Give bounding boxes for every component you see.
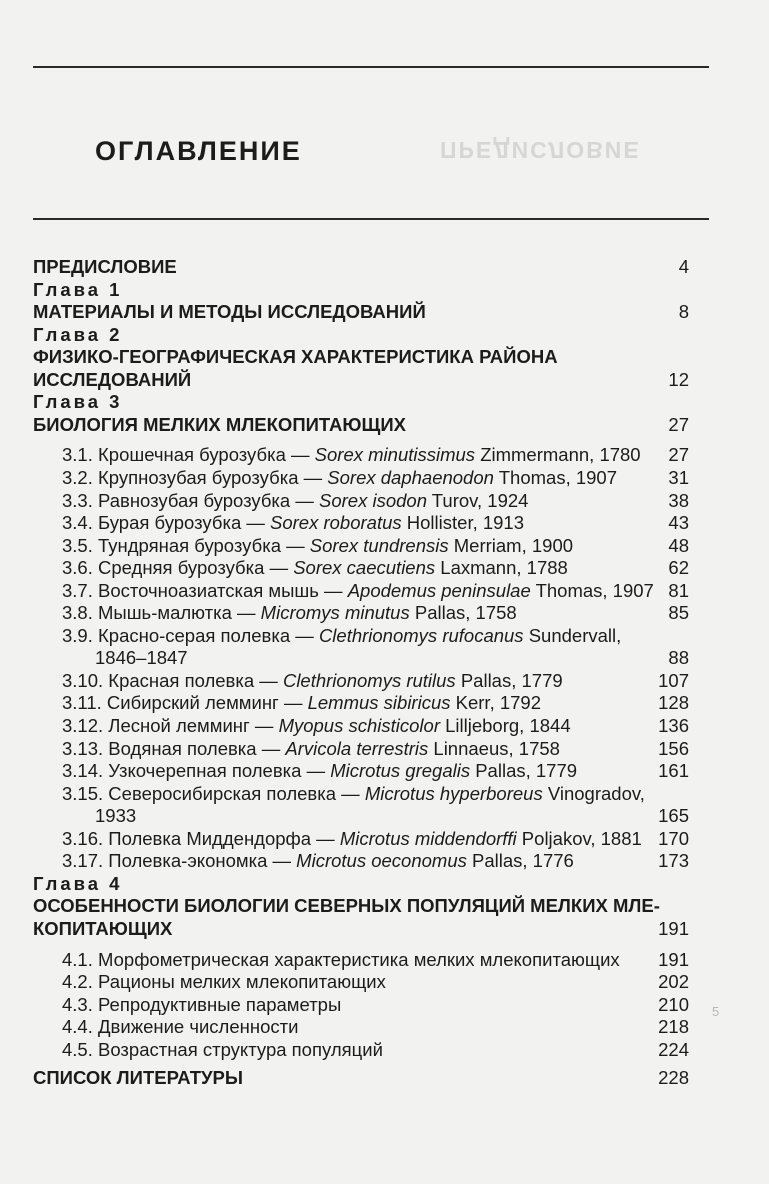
common-name: Репродуктивные параметры: [98, 993, 342, 1015]
subsection-title: [62, 557, 568, 579]
subsection-title: [62, 602, 517, 624]
subsection-number: 3.10.: [62, 669, 109, 691]
common-name: Движение численности: [98, 1016, 299, 1038]
page-number: 156: [658, 737, 689, 759]
species-author: Poljakov, 1881: [516, 827, 642, 849]
page-number: 43: [668, 512, 689, 534]
subsection-title: [62, 760, 577, 782]
toc-entry[interactable]: [0, 444, 769, 467]
common-name: Мышь-малютка —: [98, 602, 261, 624]
section-title: ОСОБЕННОСТИ БИОЛОГИИ СЕВЕРНЫХ ПОПУЛЯЦИЙ МЕЛКИХ МЛЕ-: [33, 895, 660, 917]
toc-entry[interactable]: [0, 828, 769, 851]
toc-entry[interactable]: [0, 580, 769, 603]
common-name: Возрастная структура популяций: [98, 1038, 383, 1060]
page-number: 210: [658, 993, 689, 1015]
species-name: Sorex roboratus: [270, 512, 402, 534]
chapter-label: Глава 3: [33, 391, 123, 413]
toc-entry[interactable]: [0, 625, 769, 648]
species-name: Micromys minutus: [260, 602, 410, 624]
common-name: Водяная полевка —: [108, 737, 286, 759]
toc-entry[interactable]: [0, 895, 769, 918]
page-number: 170: [658, 827, 689, 849]
subsection-number: 3.15.: [62, 782, 109, 804]
toc-entry[interactable]: [0, 301, 769, 324]
species-author: Laxmann, 1788: [435, 557, 568, 579]
subsection-number: 3.13.: [62, 737, 109, 759]
toc-entry[interactable]: [0, 1039, 769, 1062]
toc-entry[interactable]: [0, 949, 769, 972]
common-name: Красно-серая полевка —: [98, 624, 319, 646]
subsection-number: 4.1.: [62, 948, 98, 970]
page-number: 191: [658, 948, 689, 970]
page-number: 27: [668, 413, 689, 435]
page-number: 224: [658, 1038, 689, 1060]
toc-entry[interactable]: [0, 512, 769, 535]
species-name: Sorex minutissimus: [314, 444, 476, 466]
chapter-label: Глава 1: [33, 278, 123, 300]
page-number: 85: [668, 602, 689, 624]
subsection-number: 3.5.: [62, 534, 98, 556]
toc-entry[interactable]: [0, 918, 769, 941]
subsection-title: [62, 971, 386, 993]
species-author: Pallas, 1758: [409, 602, 517, 624]
page-number: 81: [668, 579, 689, 601]
page-number: 218: [658, 1016, 689, 1038]
toc-entry[interactable]: [0, 805, 769, 828]
page-number: 62: [668, 557, 689, 579]
toc-entry[interactable]: [0, 369, 769, 392]
species-author: Kerr, 1792: [450, 692, 542, 714]
subsection-title: [62, 490, 528, 512]
toc-entry[interactable]: [0, 715, 769, 738]
species-name: Lemmus sibiricus: [307, 692, 451, 714]
common-name: Полевка-экономка —: [108, 850, 297, 872]
species-author: Sundervall,: [523, 624, 622, 646]
subsection-title: [62, 738, 560, 760]
page-number: 38: [668, 489, 689, 511]
subsection-number: 3.3.: [62, 489, 98, 511]
section-title: БИОЛОГИЯ МЕЛКИХ МЛЕКОПИТАЮЩИХ: [33, 413, 406, 435]
page-number: 228: [658, 1067, 689, 1089]
toc-entry[interactable]: [0, 1016, 769, 1039]
toc-entry[interactable]: [0, 467, 769, 490]
page-number: 31: [668, 466, 689, 488]
common-name: Равнозубая бурозубка —: [98, 489, 319, 511]
page-number: 202: [658, 971, 689, 993]
common-name: Бурая бурозубка —: [98, 512, 271, 534]
subsection-number: 3.12.: [62, 715, 109, 736]
species-name: Microtus middendorffi: [339, 827, 517, 849]
subsection-number: 3.1.: [62, 444, 98, 466]
common-name: Лесной лемминг —: [108, 715, 279, 736]
toc-entry[interactable]: [0, 670, 769, 693]
subsection-title: [62, 670, 563, 692]
chapter-label: Глава 4: [33, 872, 123, 894]
species-author: Merriam, 1900: [448, 534, 574, 556]
page-number: 4: [678, 256, 689, 277]
subsection-title: [62, 715, 571, 737]
common-name: Крошечная бурозубка —: [98, 444, 315, 466]
species-name: Sorex isodon: [319, 489, 427, 511]
subsection-title: [62, 512, 524, 534]
species-author: Thomas, 1907: [493, 466, 618, 488]
subsection-number: 3.17.: [62, 850, 109, 872]
subsection-title: [62, 625, 621, 647]
toc-entry[interactable]: [0, 279, 769, 302]
common-name: Восточноазиатская мышь —: [98, 579, 348, 601]
subsection-title: [62, 467, 617, 489]
subsection-number: 3.6.: [62, 557, 98, 579]
section-title: МАТЕРИАЛЫ И МЕТОДЫ ИССЛЕДОВАНИЙ: [33, 301, 426, 323]
page-number: 107: [658, 669, 689, 691]
common-name: Морфометрическая характеристика мелких млекопитающих: [98, 948, 620, 970]
species-name: Arvicola terrestris: [285, 737, 429, 759]
species-author: Lilljeborg, 1844: [439, 715, 571, 736]
subsection-title: [95, 805, 136, 827]
common-name: Красная полевка —: [108, 669, 283, 691]
chapter-label: Глава 2: [33, 323, 123, 345]
toc-entry[interactable]: [0, 760, 769, 783]
species-author: Hollister, 1913: [401, 512, 525, 534]
subsection-title: [62, 535, 573, 557]
species-name: Sorex tundrensis: [309, 534, 449, 556]
common-name: Сибирский лемминг —: [106, 692, 308, 714]
toc-entry[interactable]: [0, 850, 769, 873]
subsection-title: [95, 647, 188, 669]
common-name: Крупнозубая бурозубка —: [98, 466, 328, 488]
section-title: СПИСОК ЛИТЕРАТУРЫ: [33, 1067, 244, 1089]
subsection-number: 3.4.: [62, 512, 98, 534]
toc-entry[interactable]: [0, 692, 769, 715]
toc-entry[interactable]: [0, 783, 769, 806]
species-name: Sorex daphaenodon: [327, 466, 494, 488]
section-title: ПРЕДИСЛОВИЕ: [33, 256, 177, 277]
species-name: Microtus oeconomus: [296, 850, 467, 872]
species-author: Vinogradov,: [542, 782, 645, 804]
subsection-title: [62, 444, 641, 466]
toc-entry[interactable]: [0, 1067, 769, 1090]
subsection-title: [62, 850, 574, 872]
page-number: 165: [658, 805, 689, 827]
species-name: Clethrionomys rufocanus: [318, 624, 524, 646]
common-name: Полевка Миддендорфа —: [108, 827, 340, 849]
species-name: Clethrionomys rutilus: [282, 669, 456, 691]
page-number: 48: [668, 534, 689, 556]
subsection-number: 3.7.: [62, 579, 98, 601]
toc-entry[interactable]: [0, 346, 769, 369]
toc-entry[interactable]: [0, 391, 769, 414]
toc-entry[interactable]: [0, 324, 769, 347]
common-name: Тундряная бурозубка —: [98, 534, 310, 556]
species-author: Pallas, 1779: [455, 669, 563, 691]
section-title: ИССЛЕДОВАНИЙ: [33, 368, 192, 390]
subsection-number: 4.2.: [62, 971, 98, 993]
title-rule: [33, 218, 709, 220]
toc-entry[interactable]: [0, 256, 769, 279]
species-author: Pallas, 1776: [466, 850, 574, 872]
toc-entry[interactable]: [0, 971, 769, 994]
species-name: Microtus gregalis: [330, 760, 471, 782]
page-number: 173: [658, 850, 689, 872]
section-title: КОПИТАЮЩИХ: [33, 917, 173, 939]
species-author: Linnaeus, 1758: [428, 737, 560, 759]
page-number: 27: [668, 444, 689, 466]
subsection-number: 3.9.: [62, 624, 98, 646]
show-through-heading: ПРЕДИСЛОВИЕ: [440, 137, 641, 163]
toc-entry[interactable]: [0, 873, 769, 896]
subsection-number: 4.4.: [62, 1016, 98, 1038]
subsection-title: [62, 783, 645, 805]
subsection-title: [62, 828, 642, 850]
page-number: 191: [658, 917, 689, 939]
toc-entry[interactable]: [0, 535, 769, 558]
subsection-number: 4.3.: [62, 993, 98, 1015]
species-author: Pallas, 1779: [470, 760, 578, 782]
toc-entry[interactable]: [0, 738, 769, 761]
species-author: Turov, 1924: [426, 489, 529, 511]
section-title: ФИЗИКО-ГЕОГРАФИЧЕСКАЯ ХАРАКТЕРИСТИКА РАЙОНА: [33, 346, 558, 368]
subsection-number: 3.11.: [62, 692, 107, 714]
subsection-title: [62, 692, 541, 714]
common-name: Рационы мелких млекопитающих: [98, 971, 386, 993]
subsection-title: [62, 1016, 298, 1038]
subsection-number: 4.5.: [62, 1038, 98, 1060]
page-number: 128: [658, 692, 689, 714]
common-name: Северосибирская полевка —: [108, 782, 365, 804]
page-number: 136: [658, 715, 689, 736]
page-number: 88: [668, 647, 689, 669]
page-mark: 5: [712, 1004, 720, 1019]
species-name: Myopus schisticolor: [278, 715, 440, 736]
species-name: Microtus hyperboreus: [364, 782, 543, 804]
subsection-title: [62, 580, 654, 602]
toc-entry[interactable]: [0, 414, 769, 437]
common-name: Узкочерепная полевка —: [108, 760, 331, 782]
toc-entry[interactable]: [0, 602, 769, 625]
common-name: 1846–1847: [95, 647, 188, 669]
species-name: Apodemus peninsulae: [347, 579, 531, 601]
toc-entry[interactable]: [0, 557, 769, 580]
toc-entry[interactable]: [0, 490, 769, 513]
common-name: Средняя бурозубка —: [98, 557, 294, 579]
page-number: 161: [658, 760, 689, 782]
subsection-number: 3.8.: [62, 602, 98, 624]
subsection-number: 3.16.: [62, 827, 109, 849]
subsection-number: 3.2.: [62, 466, 98, 488]
page-number: 8: [678, 301, 689, 323]
toc-entry[interactable]: [0, 994, 769, 1017]
common-name: 1933: [95, 805, 137, 827]
page-title: ОГЛАВЛЕНИЕ: [95, 136, 302, 166]
species-author: Zimmermann, 1780: [475, 444, 641, 466]
top-rule: [33, 66, 709, 68]
species-author: Thomas, 1907: [530, 579, 654, 601]
species-name: Sorex caecutiens: [293, 557, 436, 579]
subsection-title: [62, 994, 341, 1016]
toc-entry[interactable]: [0, 647, 769, 670]
page-number: 12: [668, 368, 689, 390]
subsection-title: [62, 949, 620, 971]
subsection-number: 3.14.: [62, 760, 109, 782]
subsection-title: [62, 1039, 383, 1061]
